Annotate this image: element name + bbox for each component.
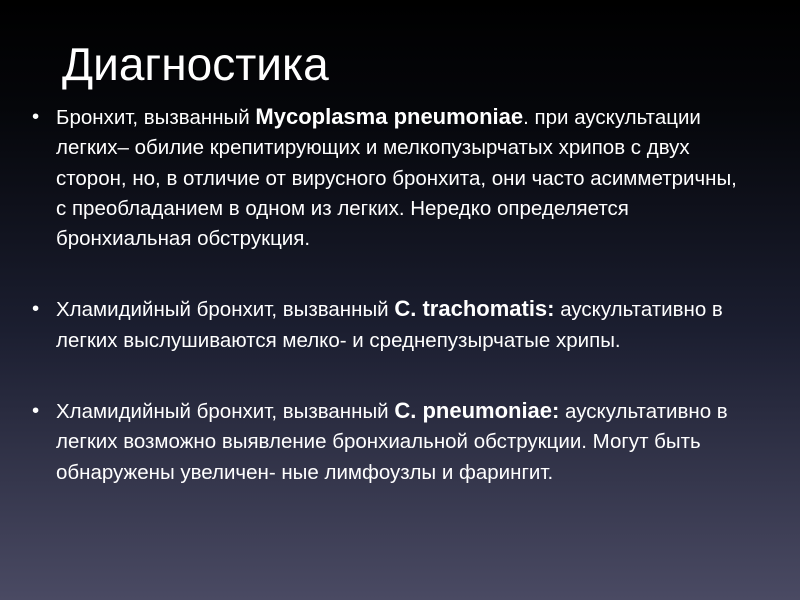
bullet-text-lead: Бронхит, вызванный xyxy=(56,106,256,129)
bullet-dot-icon: • xyxy=(32,399,40,423)
bullet-text-body: аускультативно в легких выслушиваются мелко- и среднепузырчатые хрипы. xyxy=(56,298,723,352)
bullet-pathogen-name: C. pneumoniae: xyxy=(394,398,560,424)
bullet-text-body: . при аускультации легких– обилие крепитирующих и мелкопузырчатых хрипов с двух сторон, но, в отличие от вирусного бронхита, они часто асимметричны, с преобладанием в одном из легких. Нередко определяется бронхиальная обструкция. xyxy=(56,106,737,251)
bullet-item xyxy=(32,102,748,254)
bullet-text-lead: Хламидийный бронхит, вызванный xyxy=(56,298,395,322)
bullet-item xyxy=(32,396,748,488)
bullet-text-body: аускультативно в легких возможно выявление бронхиальной обструкции. Могут быть обнаружены увеличен- ные лимфоузлы и фарингит. xyxy=(56,400,728,484)
slide-title: Диагностика xyxy=(62,38,329,90)
bullet-item xyxy=(32,294,748,356)
bullet-list xyxy=(32,102,748,488)
bullet-pathogen-name: Mycoplasma pneumoniae xyxy=(255,104,524,129)
bullet-dot-icon: • xyxy=(32,297,40,321)
bullet-dot-icon: • xyxy=(32,105,40,128)
bullet-text-lead: Хламидийный бронхит, вызванный xyxy=(56,400,395,424)
bullet-pathogen-name: C. trachomatis: xyxy=(394,296,555,322)
